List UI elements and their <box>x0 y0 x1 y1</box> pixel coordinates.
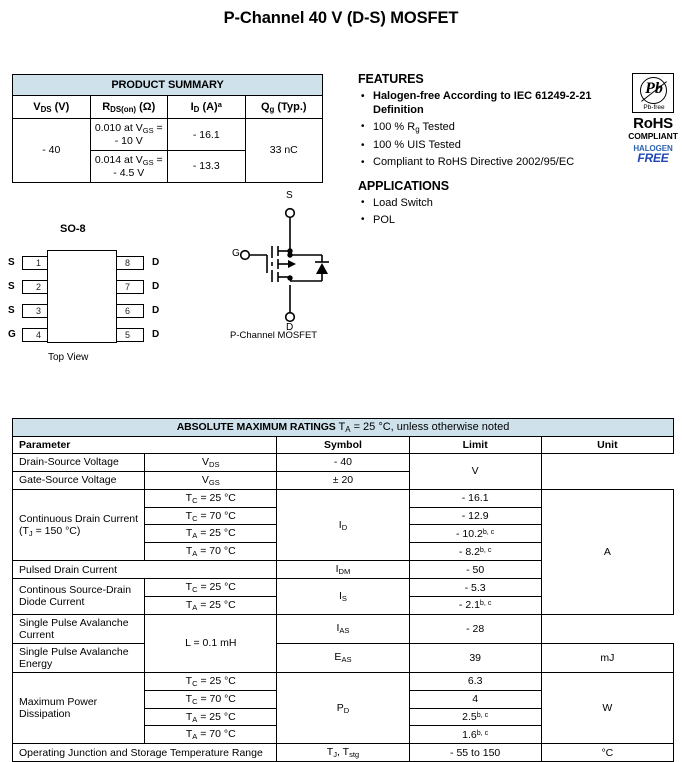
col-header-vds: $V_{DS}$ (V) <box>13 96 91 119</box>
product-summary-header-row <box>13 96 323 119</box>
col-header-qg: $Q_g$ (Typ.) <box>245 96 323 119</box>
col-header-symbol: Symbol <box>277 436 409 453</box>
product-summary-section <box>12 74 323 183</box>
cell-vds-value: - 40 <box>13 119 91 183</box>
so8-pin-1: 1 <box>22 256 55 270</box>
rohs-compliant-word: COMPLIANT <box>628 131 678 141</box>
absolute-maximum-ratings-table <box>12 418 674 762</box>
features-title: FEATURES <box>358 72 424 86</box>
table-row <box>13 614 674 643</box>
cell-limit: - 8.2$^{b, c}$ <box>409 543 541 561</box>
cell-parameter: Single Pulse Avalanche Current <box>13 614 145 643</box>
features-applications-section <box>358 72 620 231</box>
table-row <box>13 672 674 690</box>
cell-condition: L = 0.1 mH <box>145 614 277 672</box>
so8-pin-label-2: S <box>8 280 15 292</box>
so8-pin-label-5: D <box>152 328 160 340</box>
cell-symbol: $I_{AS}$ <box>277 614 409 643</box>
cell-unit: mJ <box>541 643 673 672</box>
cell-condition: $T_C = 25$ °C <box>145 672 277 690</box>
so8-pin-label-3: S <box>8 304 15 316</box>
cell-parameter: Single Pulse Avalanche Energy <box>13 643 145 672</box>
cell-limit: - 2.1$^{b, c}$ <box>409 596 541 614</box>
mosfet-symbol-diagram <box>212 190 372 360</box>
cell-limit: 4 <box>409 690 541 708</box>
so8-pin-3: 3 <box>22 304 55 318</box>
so8-pin-label-6: D <box>152 304 160 316</box>
so8-pin-7: 7 <box>111 280 144 294</box>
application-item-0: • Load Switch <box>358 197 620 211</box>
table-row <box>13 119 323 151</box>
body-arrow-head <box>288 260 296 268</box>
col-header-rds: $R_{DS(on)}$ (Ω) <box>90 96 168 119</box>
product-summary-heading: PRODUCT SUMMARY <box>13 75 323 96</box>
rohs-logo <box>628 73 678 165</box>
so8-pin-5: 5 <box>111 328 144 342</box>
table-row <box>13 643 674 672</box>
so8-title: SO-8 <box>60 223 86 235</box>
cell-limit: - 12.9 <box>409 507 541 525</box>
so8-pin-4: 4 <box>22 328 55 342</box>
col-header-id: $I_D$ $(A)^a$ <box>168 96 246 119</box>
so8-pin-2: 2 <box>22 280 55 294</box>
col-header-limit: Limit <box>409 436 541 453</box>
cell-limit: - 40 <box>277 453 409 471</box>
product-summary-body <box>13 119 323 183</box>
symbol-terminal-d: D <box>286 322 294 333</box>
so8-caption: Top View <box>48 352 89 363</box>
cell-parameter: Gate-Source Voltage <box>13 471 145 489</box>
cell-limit: ± 20 <box>277 471 409 489</box>
body-diode-triangle <box>316 263 328 274</box>
cell-limit: 1.6$^{b, c}$ <box>409 726 541 744</box>
cell-limit: 39 <box>409 643 541 672</box>
cell-symbol: $I_D$ <box>277 489 409 561</box>
amr-heading-rest: $T_A = 25$ °C, unless otherwise noted <box>338 421 510 434</box>
so8-pin-label-7: D <box>152 280 160 292</box>
cell-limit: - 28 <box>409 614 541 643</box>
symbol-caption: P-Channel MOSFET <box>230 330 318 341</box>
cell-id-0: - 16.1 <box>168 119 246 151</box>
table-row <box>13 744 674 762</box>
cell-condition: $T_A = 25$ °C <box>145 708 277 726</box>
feature-item-2: • 100 % UIS Tested <box>358 139 620 153</box>
col-header-parameter: Parameter <box>13 436 277 453</box>
cell-parameter: Drain-Source Voltage <box>13 453 145 471</box>
cell-symbol: $V_{GS}$ <box>145 471 277 489</box>
cell-unit: W <box>541 672 673 744</box>
halogen-word: HALOGEN <box>633 144 673 153</box>
cell-symbol: $I_{DM}$ <box>277 561 409 579</box>
symbol-terminal-s: S <box>286 190 293 201</box>
cell-limit: - 16.1 <box>409 489 541 507</box>
amr-heading-bold: ABSOLUTE MAXIMUM RATINGS <box>176 421 339 433</box>
cell-id-1: - 13.3 <box>168 150 246 182</box>
cell-qg-value: 33 nC <box>245 119 323 183</box>
cell-symbol: $T_J$, $T_{stg}$ <box>277 744 409 762</box>
cell-symbol: $P_D$ <box>277 672 409 744</box>
table-row <box>13 471 674 489</box>
amr-body <box>13 453 674 761</box>
table-row <box>13 489 674 507</box>
free-word: FREE <box>637 151 669 165</box>
cell-condition: $T_C = 25$ °C <box>145 579 277 597</box>
so8-body-outline <box>47 250 117 343</box>
applications-title: APPLICATIONS <box>358 178 449 193</box>
cell-parameter: Maximum Power Dissipation <box>13 672 145 744</box>
cell-parameter: Continous Source-Drain Diode Current <box>13 579 145 615</box>
pb-free-icon <box>632 73 674 113</box>
cell-condition: $T_A = 70$ °C <box>145 543 277 561</box>
cell-condition: $T_A = 25$ °C <box>145 596 277 614</box>
cell-limit: - 10.2$^{b, c}$ <box>409 525 541 543</box>
col-header-unit: Unit <box>541 436 673 453</box>
cell-condition: $T_C = 25$ °C <box>145 489 277 507</box>
application-item-1: • POL <box>358 214 620 228</box>
amr-header-row <box>13 436 674 453</box>
cell-limit: 2.5$^{b, c}$ <box>409 708 541 726</box>
cell-parameter: Pulsed Drain Current <box>13 561 277 579</box>
feature-item-0: • Halogen-free According to IEC 61249-2-21 Definition <box>358 90 620 117</box>
table-row <box>13 453 674 471</box>
cell-condition: $T_A = 25$ °C <box>145 525 277 543</box>
cell-parameter: Operating Junction and Storage Temperature Range <box>13 744 277 762</box>
symbol-terminal-g: G <box>232 248 240 259</box>
cell-parameter: Continuous Drain Current ($T_J = 150$ °C) <box>13 489 145 561</box>
so8-pin-label-4: G <box>8 328 16 340</box>
cell-rds-0: 0.010 at $V_{GS}$ = - 10 V <box>90 119 168 151</box>
so8-pin-8: 8 <box>111 256 144 270</box>
mosfet-symbol-svg <box>212 190 372 335</box>
cell-symbol: $I_S$ <box>277 579 409 615</box>
page-title: P-Channel 40 V (D-S) MOSFET <box>223 9 459 27</box>
cell-unit: A <box>541 489 673 614</box>
so8-pin-6: 6 <box>111 304 144 318</box>
product-summary-table <box>12 74 323 183</box>
feature-item-3: • Compliant to RoHS Directive 2002/95/EC <box>358 156 620 170</box>
cell-limit: - 50 <box>409 561 541 579</box>
cell-symbol: $V_{DS}$ <box>145 453 277 471</box>
so8-pin-label-1: S <box>8 256 15 268</box>
cell-limit: 6.3 <box>409 672 541 690</box>
cell-rds-1: 0.014 at $V_{GS}$ = - 4.5 V <box>90 150 168 182</box>
amr-heading <box>13 419 674 437</box>
cell-unit: °C <box>541 744 673 762</box>
pb-free-label: Pb-free <box>643 103 665 111</box>
so8-pin-label-8: D <box>152 256 160 268</box>
cell-condition: $T_C = 70$ °C <box>145 507 277 525</box>
rohs-word: RoHS <box>633 115 673 132</box>
cell-limit: - 55 to 150 <box>409 744 541 762</box>
absolute-maximum-ratings-section <box>12 418 674 762</box>
cell-limit: - 5.3 <box>409 579 541 597</box>
features-list <box>358 90 620 170</box>
cell-unit: V <box>409 453 541 489</box>
cell-condition: $T_A = 70$ °C <box>145 726 277 744</box>
pb-symbol-text: Pb <box>645 80 663 97</box>
feature-item-1: • 100 % $R_g$ Tested <box>358 121 620 136</box>
cell-condition: $T_C = 70$ °C <box>145 690 277 708</box>
applications-list <box>358 197 620 228</box>
cell-symbol: $E_{AS}$ <box>277 643 409 672</box>
